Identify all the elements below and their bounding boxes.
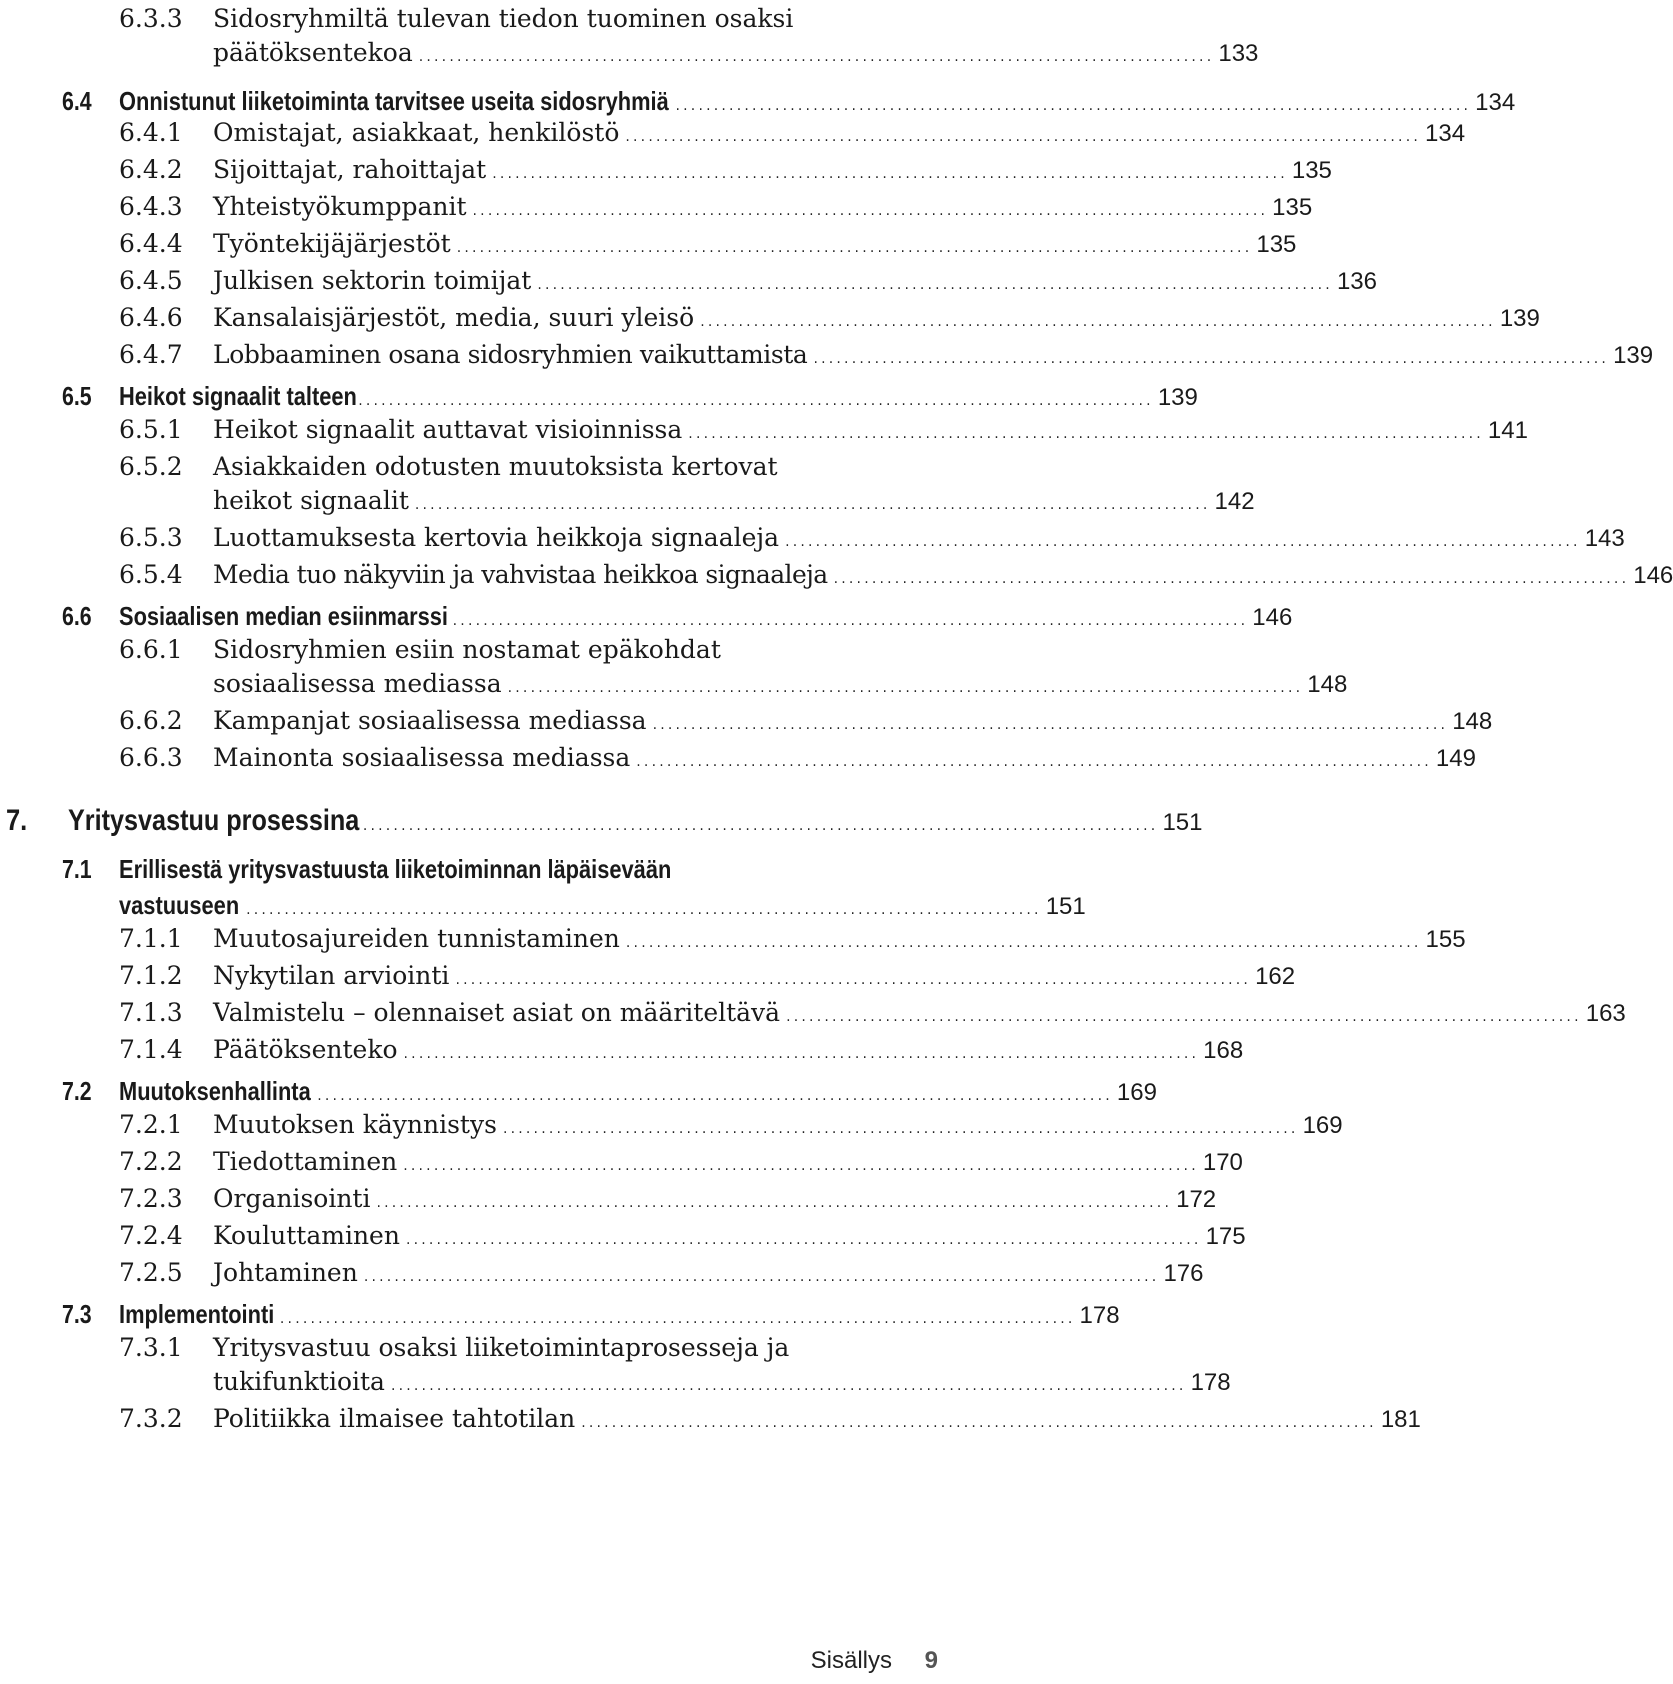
leader-dots: ........................................................................................................ [358,393,1154,409]
leader-dots: ........................................................................................................ [376,1195,1173,1211]
leader-dots: ........................................................................................................ [472,203,1269,219]
entry-title: Luottamuksesta kertovia heikkoja signaaleja [213,523,780,552]
entry-title: Kampanjat sosiaalisessa mediassa [213,706,647,735]
entry-number: 6.4 [62,86,92,116]
leader-dots: ........................................................................................................ [537,277,1333,293]
page-number: 148 [1307,671,1348,698]
leader-dots: ........................................................................................................ [418,49,1215,65]
entry-number: 7.3 [62,1299,92,1329]
page-footer [0,1647,960,1677]
entry-number: 7.1.2 [119,961,183,990]
entry-title-continuation: heikot signaalit [213,486,409,515]
page-number: 168 [1203,1037,1244,1064]
entry-title: Media tuo näkyviin ja vahvistaa heikkoa signaaleja [213,560,828,589]
entry-title: Tiedottaminen [213,1147,398,1176]
page-number: 170 [1202,1149,1243,1176]
page-number: 135 [1256,231,1297,258]
page-number: 134 [1425,120,1466,147]
entry-title: Sidosryhmiltä tulevan tiedon tuominen osaksi [213,4,794,33]
entry-number: 7.2.4 [119,1221,183,1250]
entry-number: 6.5.1 [119,415,183,444]
page-number: 178 [1190,1369,1231,1396]
page-number: 136 [1336,268,1377,295]
page-number: 135 [1291,157,1332,184]
entry-number: 7.1.1 [119,924,183,953]
entry-title: Julkisen sektorin toimijat [213,266,532,295]
leader-dots: ........................................................................................................ [456,240,1253,256]
entry-number: 6.6.1 [119,635,183,664]
leader-dots: ........................................................................................................ [688,426,1484,442]
page-number: 133 [1218,40,1259,67]
entry-title-continuation: vastuuseen [119,890,240,920]
entry-title: Nykytilan arviointi [213,961,450,990]
entry-number: 6.4.3 [119,192,183,221]
entry-title: Päätöksenteko [213,1035,398,1064]
leader-dots: ........................................................................................................ [581,1415,1377,1431]
entry-number: 7.1 [62,854,92,884]
entry-title: Implementointi [119,1299,275,1329]
entry-number: 6.6 [62,601,92,631]
entry-title: Organisointi [213,1184,371,1213]
page-number: 146 [1633,562,1673,589]
leader-dots: ........................................................................................................ [625,935,1422,951]
entry-title: Sidosryhmien esiin nostamat epäkohdat [213,635,721,664]
entry-title: Valmistelu – olennaiset asiat on määriteltävä [213,998,781,1027]
entry-number: 6.5.2 [119,452,183,481]
page-number: 142 [1214,488,1255,515]
entry-title: Kansalaisjärjestöt, media, suuri yleisö [213,303,695,332]
leader-dots: ........................................................................................................ [414,497,1211,513]
entry-number: 7.2.5 [119,1258,183,1287]
leader-dots: ........................................................................................................ [405,1232,1202,1248]
entry-number: 7.2 [62,1076,92,1106]
page-number: 181 [1380,1406,1421,1433]
leader-dots: ........................................................................................................ [362,818,1159,834]
entry-title: Muutoksenhallinta [119,1076,311,1106]
leader-dots: ........................................................................................................ [492,166,1288,182]
entry-number: 7.3.2 [119,1404,183,1433]
entry-number: 6.5.3 [119,523,183,552]
chapter-title: Yritysvastuu prosessina [68,804,360,837]
page-number: 169 [1116,1079,1157,1106]
entry-number: 6.6.3 [119,743,183,772]
page-number: 162 [1255,963,1296,990]
entry-number: 7.2.1 [119,1110,183,1139]
entry-number: 7.2.3 [119,1184,183,1213]
page-number: 141 [1487,417,1528,444]
page-number: 139 [1499,305,1540,332]
leader-dots: ........................................................................................................ [363,1269,1160,1285]
entry-number: 6.3.3 [119,4,183,33]
leader-dots: ........................................................................................................ [785,534,1581,550]
page-number: 155 [1425,926,1466,953]
leader-dots: ........................................................................................................ [317,1088,1113,1104]
entry-number: 6.4.7 [119,340,183,369]
leader-dots: ........................................................................................................ [246,902,1042,918]
entry-title: Lobbaaminen osana sidosryhmien vaikuttamista [213,340,808,369]
leader-dots: ........................................................................................................ [403,1046,1200,1062]
leader-dots: ........................................................................................................ [403,1158,1199,1174]
entry-title-continuation: päätöksentekoa [213,38,413,67]
chapter-number: 7. [6,804,28,837]
leader-dots: ........................................................................................................ [786,1009,1582,1025]
page-number: 169 [1302,1112,1343,1139]
page-number: 176 [1163,1260,1204,1287]
leader-dots: ........................................................................................................ [452,613,1249,629]
leader-dots: ........................................................................................................ [813,351,1610,367]
entry-title: Kouluttaminen [213,1221,400,1250]
entry-number: 6.5.4 [119,560,183,589]
leader-dots: ........................................................................................................ [390,1378,1187,1394]
page-number: 151 [1162,809,1203,836]
entry-title-continuation: sosiaalisessa mediassa [213,669,502,698]
entry-title: Erillisestä yritysvastuusta liiketoiminnan läpäisevään [119,854,672,884]
entry-title: Mainonta sosiaalisessa mediassa [213,743,631,772]
page-number: 149 [1435,745,1476,772]
entry-number: 7.1.4 [119,1035,183,1064]
entry-title: Politiikka ilmaisee tahtotilan [213,1404,576,1433]
leader-dots: ........................................................................................................ [507,680,1304,696]
footer-page-number: 9 [924,1647,938,1674]
leader-dots: ........................................................................................................ [455,972,1252,988]
page-number: 163 [1585,1000,1626,1027]
page-number: 178 [1079,1302,1120,1329]
entry-title: Heikot signaalit talteen [119,381,357,411]
leader-dots: ........................................................................................................ [652,717,1449,733]
page-number: 151 [1045,893,1086,920]
page-number: 135 [1272,194,1313,221]
entry-title: Sosiaalisen median esiinmarssi [119,601,448,631]
entry-number: 7.3.1 [119,1333,183,1362]
page-number: 143 [1584,525,1625,552]
leader-dots: ........................................................................................................ [833,571,1630,587]
entry-number: 6.4.2 [119,155,183,184]
entry-title: Heikot signaalit auttavat visioinnissa [213,415,683,444]
entry-number: 6.6.2 [119,706,183,735]
page-number: 139 [1613,342,1654,369]
entry-title: Sijoittajat, rahoittajat [213,155,487,184]
entry-title: Asiakkaiden odotusten muutoksista kertovat [213,452,778,481]
leader-dots: ........................................................................................................ [625,129,1421,145]
entry-title: Muutosajureiden tunnistaminen [213,924,620,953]
entry-title: Yritysvastuu osaksi liiketoimintaprosesseja ja [213,1333,790,1362]
entry-title: Johtaminen [213,1258,358,1287]
entry-title-continuation: tukifunktioita [213,1367,385,1396]
entry-title: Onnistunut liiketoiminta tarvitsee useita sidosryhmiä [119,86,669,116]
entry-number: 6.4.5 [119,266,183,295]
leader-dots: ........................................................................................................ [636,754,1432,770]
entry-title: Muutoksen käynnistys [213,1110,497,1139]
entry-number: 6.5 [62,381,92,411]
page-number: 134 [1475,89,1516,116]
leader-dots: ........................................................................................................ [502,1121,1299,1137]
entry-number: 6.4.6 [119,303,183,332]
page-number: 148 [1452,708,1493,735]
entry-number: 7.1.3 [119,998,183,1027]
entry-number: 6.4.1 [119,118,183,147]
entry-number: 7.2.2 [119,1147,183,1176]
leader-dots: ........................................................................................................ [279,1311,1076,1327]
leader-dots: ........................................................................................................ [675,98,1472,114]
entry-title: Työntekijäjärjestöt [213,229,451,258]
footer-section-label: Sisällys [810,1647,892,1674]
page-number: 172 [1176,1186,1217,1213]
entry-title: Yhteistyökumppanit [213,192,467,221]
page-number: 146 [1252,604,1293,631]
page-number: 175 [1205,1223,1246,1250]
page-number: 139 [1157,384,1198,411]
leader-dots: ........................................................................................................ [700,314,1496,330]
entry-number: 6.4.4 [119,229,183,258]
entry-title: Omistajat, asiakkaat, henkilöstö [213,118,620,147]
